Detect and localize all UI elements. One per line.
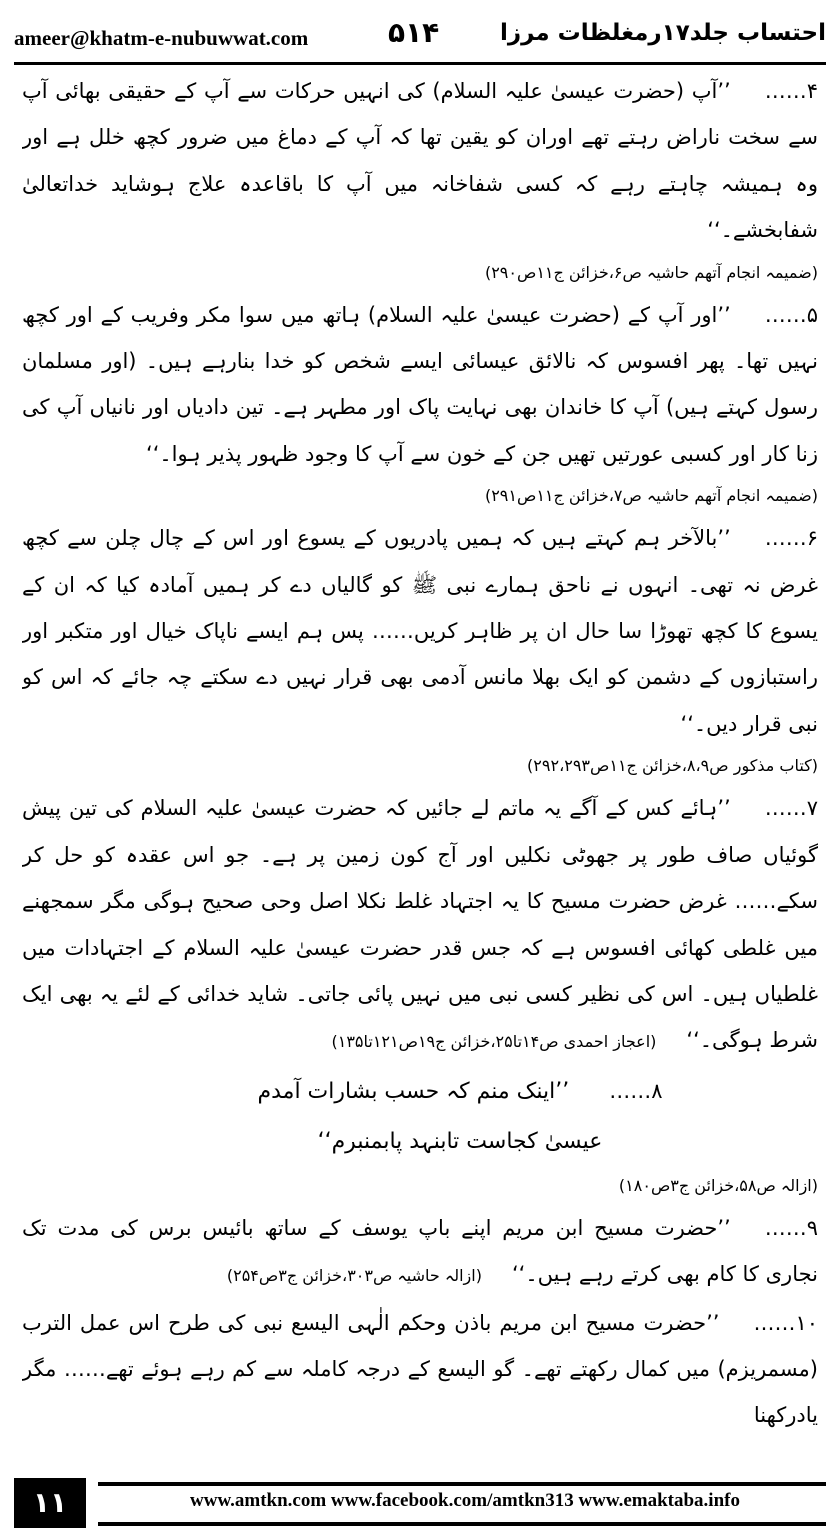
poem-line-1 <box>22 1066 818 1117</box>
poem-line-2: عیسیٰ کجاست تابنہد پابمنبرم‘‘ <box>317 1128 603 1154</box>
book-title: احتساب جلد۱۷رمغلظات مرزا <box>499 20 826 46</box>
citation: (ضمیمہ انجام آتھم حاشیہ ص۷،خزائن ج۱۱ص۲۹۱) <box>484 486 818 506</box>
page-header <box>14 14 826 58</box>
quote-text: ’’حضرت مسیح ابن مریم باذن وحکم الٰہی الیسع نبی کی طرح اس عمل الترب (مسمریزم) میں کمال رکھتے تھے۔ گو الیسع کے درجہ کاملہ سے کم رہے ہوئے تھے…… مگر یادرکھنا <box>22 1310 818 1428</box>
quote-text: ’’آپ (حضرت عیسیٰ علیہ السلام) کی انہیں حرکات سے آپ کے حقیقی بھائی آپ سے سخت ناراض رہتے تھے اوران کو یقین تھا کہ آپ کے دماغ میں ضرور کچھ خلل ہے اور وہ ہمیشہ چاہتے رہے کہ کسی شفاخانہ میں آپ کا باقاعدہ علاج ہوشاید خداتعالیٰ شفابخشے۔‘‘ <box>22 79 818 243</box>
quote-7 <box>22 785 818 1065</box>
quote-number: ۹…… <box>764 1215 818 1240</box>
header-divider <box>14 62 826 65</box>
quote-10 <box>22 1300 818 1439</box>
quote-number: ۵…… <box>764 302 818 327</box>
footer-rule-top <box>98 1482 826 1486</box>
citation: (کتاب مذکور ص۸،۹،خزائن ج۱۱ص۲۹۲،۲۹۳) <box>527 756 818 776</box>
quote-9 <box>22 1205 818 1300</box>
quote-number: ۸…… <box>609 1078 663 1103</box>
quote-number: ۷…… <box>764 796 818 821</box>
quote-text: ’’بالآخر ہم کہتے ہیں کہ ہمیں پادریوں کے یسوع اور اس کے چال چلن سے کچھ غرض نہ تھی۔ انہوں نے ناحق ہمارے نبی ﷺ کو گالیاں دے کر ہمیں آمادہ کیا کہ ان کے یسوع کا کچھ تھوڑا سا حال ان پر ظاہر کریں…… پس ہم ایسے ناپاک خیال اور متکبر اور راستبازوں کے دشمن کو ایک بھلا مانس آدمی بھی قرار نہیں دے سکتے چہ جائے کہ اس کو نبی قرار دیں۔‘‘ <box>22 526 818 736</box>
quote-6 <box>22 515 818 747</box>
quote-text: ’’اور آپ کے (حضرت عیسیٰ علیہ السلام) ہاتھ میں سوا مکر وفریب کے اور کچھ نہیں تھا۔ پھر افسوس کہ نالائق عیسائی ایسے شخص کو خدا بنارہے ہیں۔ (اور مسلمان رسول کہتے ہیں) آپ کا خاندان بھی نہایت پاک اور مطہر ہے۔ تین دادیاں اور نانیاں آپ کی زنا کار اور کسبی عورتیں تھیں جن کے خون سے آپ کا وجود ظہور پذیر ہوا۔‘‘ <box>22 302 818 466</box>
citation: (اعجاز احمدی ص۱۴تا۲۵،خزائن ج۱۹ص۱۲۱تا۱۳۵) <box>331 1032 657 1052</box>
footer-page-number: ۱۱ <box>14 1478 86 1528</box>
header-email[interactable]: ameer@khatm-e-nubuwwat.com <box>14 26 309 50</box>
quote-4 <box>22 68 818 254</box>
footer-rule-bottom <box>98 1522 826 1526</box>
quote-number: ۶…… <box>764 526 818 551</box>
citation: (ازالہ حاشیہ ص۳۰۳،خزائن ج۳ص۲۵۴) <box>226 1266 482 1286</box>
page-body <box>22 68 818 1458</box>
quote-number: ۱۰…… <box>753 1310 818 1335</box>
citation: (ازالہ ص۵۸،خزائن ج۳ص۱۸۰) <box>618 1175 818 1195</box>
quote-text: ’’حضرت مسیح ابن مریم اپنے باپ یوسف کے ساتھ بائیس برس کی مدت تک نجاری کا کام بھی کرتے رہے ہیں۔‘‘ <box>22 1215 818 1287</box>
citation: (ضمیمہ انجام آتھم حاشیہ ص۶،خزائن ج۱۱ص۲۹۰) <box>484 262 818 282</box>
quote-5 <box>22 292 818 478</box>
page-number: ۵۱۴ <box>388 16 440 49</box>
quote-text: ’’ہائے کس کے آگے یہ ماتم لے جائیں کہ حضرت عیسیٰ علیہ السلام کی تین پیش گوئیاں صاف طور پر جھوٹی نکلیں اور آج کون زمین پر ہے۔ جو اس عقدہ کو حل کر سکے…… غرض حضرت مسیح کا یہ اجتہاد غلط نکلا اصل وحی صحیح ہوگی مگر سمجھنے میں غلطی کھائی افسوس ہے کہ جس قدر حضرت عیسیٰ علیہ السلام کے اجتہادات میں غلطیاں ہیں۔ اس کی نظیر کسی نبی میں نہیں پائی جاتی۔ شاید خدائی کے لئے یہ بھی ایک شرط ہوگی۔‘‘ <box>22 796 818 1053</box>
quote-number: ۴…… <box>764 79 818 103</box>
page-footer <box>14 1478 826 1528</box>
poem-text: ’’اینک منم کہ حسب بشارات آمدم <box>257 1078 570 1104</box>
footer-links[interactable]: www.amtkn.com www.facebook.com/amtkn313 www.emaktaba.info <box>190 1490 740 1511</box>
